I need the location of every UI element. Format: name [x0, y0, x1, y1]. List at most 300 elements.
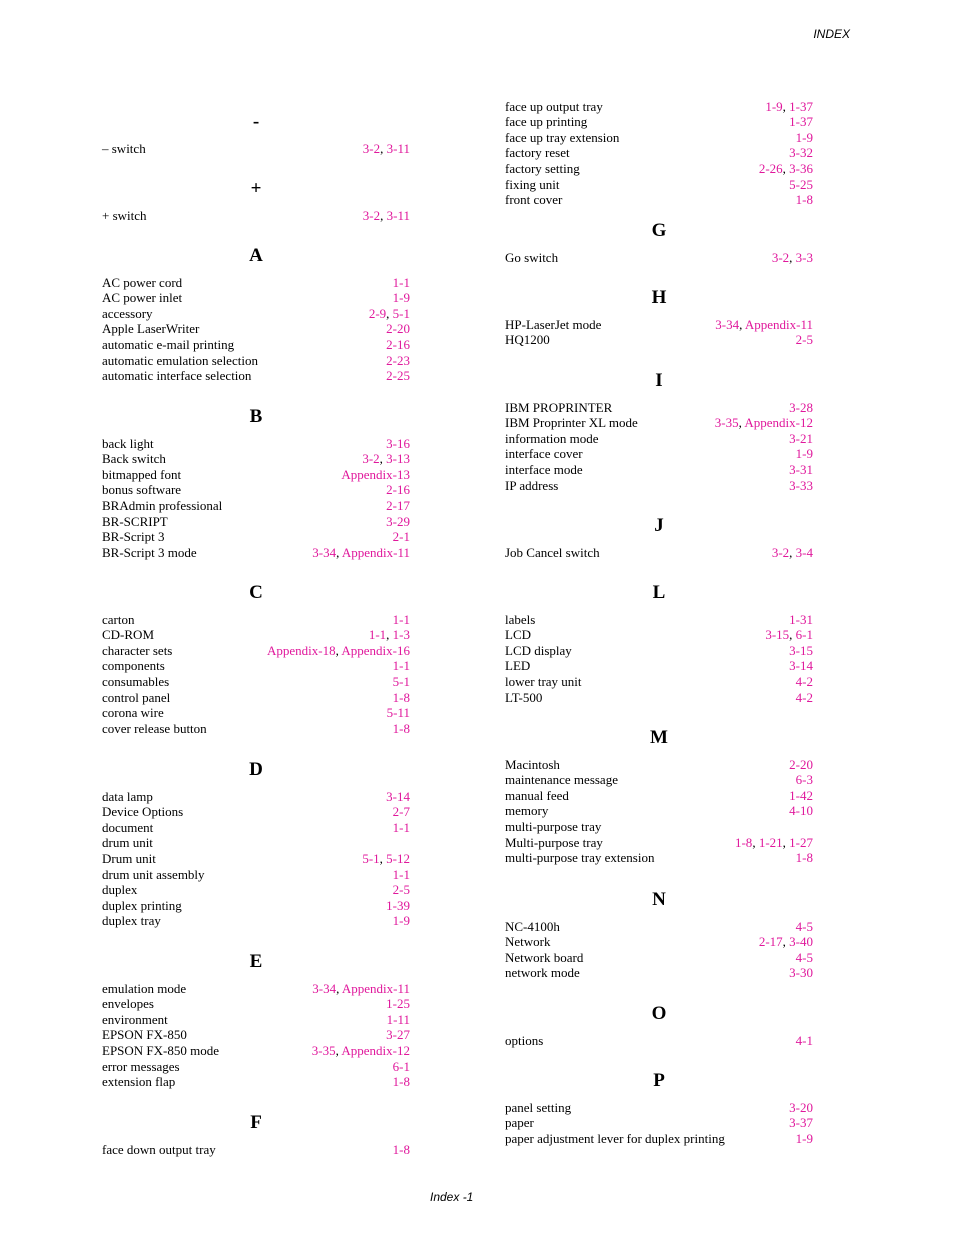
entry-term: panel setting	[505, 1099, 572, 1115]
index-entry	[102, 436, 410, 452]
entry-pages	[796, 1033, 813, 1049]
index-entry	[505, 965, 813, 981]
entry-term: maintenance message	[505, 772, 618, 788]
section-letter: G	[651, 220, 667, 241]
page-reference-link[interactable]: 3-14	[789, 658, 813, 674]
page-reference-link[interactable]: 2-7	[392, 804, 410, 820]
index-entry	[102, 467, 410, 483]
page-reference-link[interactable]: 3-3	[795, 249, 813, 265]
page-reference-link[interactable]: Appendix-11	[341, 544, 410, 560]
entry-term: automatic emulation selection	[102, 352, 258, 368]
entry-term: Multi-purpose tray	[505, 834, 603, 850]
index-entry	[505, 919, 813, 935]
index-entry	[505, 114, 813, 130]
page-reference-link[interactable]: 3-35	[311, 1042, 336, 1058]
section-letter: E	[249, 951, 263, 972]
page-reference-link[interactable]: 1-9	[392, 913, 410, 929]
entry-term: multi-purpose tray extension	[505, 850, 655, 866]
index-entry	[102, 690, 410, 706]
page-reference-link[interactable]: 1-9	[795, 1130, 813, 1146]
entry-pages	[393, 529, 410, 545]
entry-pages: 3-2, 3-13	[362, 451, 410, 467]
entry-term: duplex tray	[102, 913, 161, 929]
entry-pages	[393, 658, 410, 674]
entry-term: envelopes	[102, 996, 154, 1012]
index-entry	[102, 789, 410, 805]
entry-term: network mode	[505, 965, 580, 981]
entry-pages: 3-2, 3-3	[771, 249, 813, 265]
page-reference-link[interactable]: 3-34	[715, 316, 740, 332]
entry-term: memory	[505, 803, 549, 819]
index-entry	[102, 705, 410, 721]
entry-pages	[796, 850, 813, 866]
index-entry	[102, 1012, 410, 1028]
page-reference-link[interactable]: 1-37	[789, 114, 813, 130]
entry-pages	[386, 436, 410, 452]
entry-term: information mode	[505, 430, 599, 446]
entry-term: Apple LaserWriter	[102, 321, 200, 337]
page-header-title: INDEX	[813, 27, 850, 41]
index-entry	[102, 208, 410, 224]
page-reference-link[interactable]: 3-21	[789, 430, 813, 446]
entry-term: lower tray unit	[505, 673, 582, 689]
entry-term: emulation mode	[102, 980, 187, 996]
page-reference-link[interactable]: 1-1	[392, 274, 410, 290]
page-reference-link[interactable]: 1-9	[795, 446, 813, 462]
entry-term: LT-500	[505, 689, 543, 705]
page-reference-link[interactable]: 2-16	[386, 336, 410, 352]
section-letter: C	[249, 582, 263, 603]
page-reference-link[interactable]: 5-1	[362, 850, 380, 866]
section-letter: D	[249, 759, 263, 780]
index-entry	[505, 658, 813, 674]
entry-pages	[789, 757, 813, 773]
section-letter: P	[653, 1070, 665, 1091]
index-entry	[505, 1115, 813, 1131]
page-reference-link[interactable]: 3-2	[362, 207, 381, 223]
page-reference-link[interactable]: 3-11	[386, 140, 410, 156]
page-reference-link[interactable]: 4-10	[789, 803, 813, 819]
page-reference-link[interactable]: 1-9	[392, 290, 410, 306]
page-reference-link[interactable]: 1-9	[795, 129, 813, 145]
index-entry	[505, 850, 813, 866]
index-entry	[505, 772, 813, 788]
page-reference-link[interactable]: 1-11	[386, 1011, 410, 1027]
entry-pages	[789, 462, 813, 478]
index-entry	[505, 1033, 813, 1049]
page-reference-link[interactable]: Appendix-13	[341, 466, 410, 482]
page-reference-link[interactable]: 3-16	[386, 435, 410, 451]
page-reference-link[interactable]: 4-1	[795, 1032, 813, 1048]
index-entry	[505, 192, 813, 208]
entry-term: LCD display	[505, 642, 572, 658]
page-reference-link[interactable]: 4-5	[795, 918, 813, 934]
page-reference-link[interactable]: 2-17	[758, 934, 783, 950]
page-reference-link[interactable]: 1-1	[392, 866, 410, 882]
page-reference-link[interactable]: 3-32	[789, 145, 813, 161]
page-reference-link[interactable]: 3-40	[789, 934, 813, 950]
entry-pages	[386, 996, 410, 1012]
index-entry	[505, 627, 813, 643]
entry-term: CD-ROM	[102, 627, 155, 643]
entry-pages	[393, 867, 410, 883]
page-reference-link[interactable]: 1-8	[392, 1074, 410, 1090]
entry-pages	[386, 482, 410, 498]
page-reference-link[interactable]: 1-1	[392, 658, 410, 674]
index-entry	[102, 514, 410, 530]
entry-term: automatic e-mail printing	[102, 336, 235, 352]
page-reference-link[interactable]: 2-17	[386, 497, 410, 513]
entry-term: paper	[505, 1115, 534, 1131]
index-entry	[102, 820, 410, 836]
entry-pages	[386, 789, 410, 805]
index-entry	[102, 658, 410, 674]
page-reference-link[interactable]: 1-8	[392, 689, 410, 705]
entry-term: manual feed	[505, 787, 569, 803]
index-entry	[102, 498, 410, 514]
index-entry	[102, 882, 410, 898]
entry-pages	[789, 400, 813, 416]
entry-term: consumables	[102, 673, 170, 689]
page-reference-link[interactable]: 3-2	[771, 249, 790, 265]
page-reference-link[interactable]: 6-3	[795, 772, 813, 788]
index-entry	[505, 415, 813, 431]
entry-term: AC power cord	[102, 274, 183, 290]
entry-term: factory reset	[505, 145, 570, 161]
page-reference-link[interactable]: 3-37	[789, 1115, 813, 1131]
entry-term: front cover	[505, 192, 563, 208]
page-reference-link[interactable]: 4-5	[795, 949, 813, 965]
page-reference-link[interactable]: 3-34	[312, 544, 337, 560]
page-reference-link[interactable]: 1-3	[392, 627, 410, 643]
page-reference-link[interactable]: 3-2	[362, 451, 380, 467]
entry-term: EPSON FX-850 mode	[102, 1042, 220, 1058]
index-entry	[102, 306, 410, 322]
index-entry	[102, 141, 410, 157]
entry-pages	[386, 353, 410, 369]
entry-term: carton	[102, 611, 135, 627]
index-entry	[505, 99, 813, 115]
entry-term: Job Cancel switch	[505, 544, 600, 560]
page-reference-link[interactable]: 4-2	[795, 673, 813, 689]
entry-term: HQ1200	[505, 332, 550, 348]
entry-pages	[789, 803, 813, 819]
entry-pages: 2-9, 5-1	[368, 305, 410, 321]
section-letter: A	[249, 245, 263, 266]
index-entry	[102, 451, 410, 467]
page-reference-link[interactable]: 3-11	[386, 207, 410, 223]
entry-term: Back switch	[102, 451, 166, 467]
page-reference-link[interactable]: 3-15	[789, 642, 813, 658]
entry-pages	[789, 431, 813, 447]
section-letter: B	[249, 406, 263, 427]
entry-pages: 3-35, Appendix-12	[714, 415, 813, 431]
index-entry	[102, 674, 410, 690]
entry-term: Device Options	[102, 804, 184, 820]
index-entry	[102, 867, 410, 883]
page-reference-link[interactable]: 1-37	[789, 98, 813, 114]
page-reference-link[interactable]: 2-20	[789, 756, 813, 772]
index-entry	[102, 627, 410, 643]
index-entry	[505, 446, 813, 462]
page-reference-link[interactable]: 2-5	[795, 332, 813, 348]
page-reference-link[interactable]: 1-1	[392, 819, 410, 835]
page-reference-link[interactable]: 3-20	[789, 1099, 813, 1115]
index-entry	[102, 321, 410, 337]
page-reference-link[interactable]: 1-8	[392, 1141, 410, 1157]
entry-term: Network	[505, 934, 551, 950]
page-reference-link[interactable]: 2-26	[758, 160, 783, 176]
page-reference-link[interactable]: 5-11	[386, 705, 410, 721]
index-entry	[505, 643, 813, 659]
page-reference-link[interactable]: 4-2	[795, 689, 813, 705]
index-entry	[505, 478, 813, 494]
entry-pages	[789, 612, 813, 628]
page-reference-link[interactable]: 5-1	[392, 673, 410, 689]
index-entry	[102, 368, 410, 384]
entry-term: interface cover	[505, 446, 583, 462]
page-reference-link[interactable]: 1-25	[386, 996, 410, 1012]
page-reference-link[interactable]: 3-2	[771, 544, 790, 560]
entry-term: paper adjustment lever for duplex printing	[505, 1130, 725, 1146]
entry-pages	[393, 882, 410, 898]
page-reference-link[interactable]: 1-39	[386, 897, 410, 913]
entry-term: BRAdmin professional	[102, 497, 223, 513]
page-reference-link[interactable]: Appendix-16	[341, 642, 410, 658]
entry-term: BR-Script 3 mode	[102, 544, 197, 560]
index-entry	[102, 851, 410, 867]
index-entry	[102, 1043, 410, 1059]
entry-term: interface mode	[505, 461, 583, 477]
page-reference-link[interactable]: 3-36	[789, 160, 813, 176]
page-reference-link[interactable]: 3-35	[714, 415, 739, 431]
section-letter: J	[654, 515, 664, 536]
page-reference-link[interactable]: Appendix-12	[744, 415, 813, 431]
page-reference-link[interactable]: 3-30	[789, 965, 813, 981]
page-reference-link[interactable]: 3-29	[386, 513, 410, 529]
entry-pages	[387, 1012, 410, 1028]
entry-term: error messages	[102, 1058, 180, 1074]
index-entry	[505, 130, 813, 146]
entry-term: control panel	[102, 689, 171, 705]
entry-pages	[393, 612, 410, 628]
index-entry	[505, 819, 813, 835]
index-entry	[505, 950, 813, 966]
entry-pages	[796, 690, 813, 706]
entry-pages	[796, 950, 813, 966]
entry-pages: 3-34, Appendix-11	[312, 980, 410, 996]
page-reference-link[interactable]: 3-13	[386, 451, 410, 467]
entry-pages	[789, 145, 813, 161]
entry-pages	[796, 674, 813, 690]
section-letter: L	[652, 582, 666, 603]
page-reference-link[interactable]: 3-4	[795, 544, 813, 560]
entry-term: – switch	[102, 140, 146, 156]
entry-term: fixing unit	[505, 176, 560, 192]
index-entry	[505, 400, 813, 416]
page-reference-link[interactable]: 5-12	[386, 850, 410, 866]
page-reference-link[interactable]: 2-9	[368, 305, 387, 321]
index-entry	[102, 353, 410, 369]
entry-term: face up printing	[505, 114, 588, 130]
index-entry	[102, 1074, 410, 1090]
page-reference-link[interactable]: 6-1	[392, 1058, 410, 1074]
index-entry	[102, 913, 410, 929]
index-entry	[102, 612, 410, 628]
entry-pages: 1-8, 1-21, 1-27	[734, 834, 813, 850]
entry-term: HP-LaserJet mode	[505, 316, 602, 332]
page-reference-link[interactable]: 1-9	[765, 98, 783, 114]
entry-pages: 3-34, Appendix-11	[312, 544, 410, 560]
index-entry	[505, 145, 813, 161]
page-reference-link[interactable]: 2-25	[386, 368, 410, 384]
index-entry	[102, 545, 410, 561]
index-entry	[102, 1027, 410, 1043]
entry-pages	[386, 337, 410, 353]
entry-pages	[796, 919, 813, 935]
entry-term: duplex	[102, 882, 138, 898]
entry-pages	[393, 1074, 410, 1090]
page-reference-link[interactable]: 1-8	[795, 192, 813, 208]
entry-pages	[386, 1027, 410, 1043]
page-reference-link[interactable]: 2-16	[386, 482, 410, 498]
entry-term: corona wire	[102, 705, 164, 721]
index-entry	[102, 804, 410, 820]
entry-term: + switch	[102, 207, 147, 223]
page-reference-link[interactable]: 3-14	[386, 788, 410, 804]
entry-pages	[393, 721, 410, 737]
page-reference-link[interactable]: 3-31	[789, 461, 813, 477]
page-reference-link[interactable]: Appendix-12	[341, 1042, 410, 1058]
entry-pages	[789, 658, 813, 674]
index-entry	[505, 462, 813, 478]
entry-term: extension flap	[102, 1074, 176, 1090]
page-reference-link[interactable]: 1-21	[758, 834, 783, 850]
entry-term: IP address	[505, 477, 559, 493]
page-reference-link[interactable]: 6-1	[795, 627, 813, 643]
entry-term: BR-SCRIPT	[102, 513, 168, 529]
entry-pages	[796, 192, 813, 208]
page-reference-link[interactable]: 3-2	[362, 140, 381, 156]
page-reference-link[interactable]: 1-8	[392, 720, 410, 736]
entry-pages: 3-15, 6-1	[765, 627, 813, 643]
entry-pages	[789, 643, 813, 659]
entry-term: bonus software	[102, 482, 182, 498]
page-reference-link[interactable]: 2-1	[392, 529, 410, 545]
index-entry	[505, 757, 813, 773]
index-entry	[505, 612, 813, 628]
page-reference-link[interactable]: 1-8	[795, 850, 813, 866]
entry-term: face up tray extension	[505, 129, 620, 145]
entry-term: Macintosh	[505, 756, 560, 772]
page-reference-link[interactable]: 3-34	[312, 980, 337, 996]
index-entry	[505, 332, 813, 348]
entry-pages: 5-1, 5-12	[362, 850, 410, 866]
page-reference-link[interactable]: 5-25	[789, 176, 813, 192]
section-letter: M	[650, 727, 668, 748]
entry-term: labels	[505, 611, 536, 627]
page-reference-link[interactable]: 2-20	[386, 321, 410, 337]
index-entry	[102, 275, 410, 291]
index-entry	[102, 529, 410, 545]
entry-term: face down output tray	[102, 1141, 216, 1157]
index-entry	[102, 337, 410, 353]
page-reference-link[interactable]: 3-15	[765, 627, 790, 643]
page-reference-link[interactable]: 3-27	[386, 1027, 410, 1043]
entry-term: accessory	[102, 305, 153, 321]
entry-term: multi-purpose tray	[505, 818, 602, 834]
page-reference-link[interactable]: Appendix-11	[341, 980, 410, 996]
index-entry	[505, 1100, 813, 1116]
entry-term: character sets	[102, 642, 173, 658]
index-entry	[505, 431, 813, 447]
page-reference-link[interactable]: 1-42	[789, 787, 813, 803]
page-reference-link[interactable]: Appendix-18	[266, 642, 336, 658]
page-reference-link[interactable]: Appendix-11	[744, 316, 813, 332]
section-letter: H	[651, 287, 667, 308]
entry-term: drum unit	[102, 835, 153, 851]
page-reference-link[interactable]: 5-1	[392, 305, 410, 321]
entry-term: NC-4100h	[505, 918, 560, 934]
entry-pages	[386, 898, 410, 914]
entry-pages	[789, 177, 813, 193]
page-reference-link[interactable]: 1-27	[789, 834, 813, 850]
entry-pages	[393, 1059, 410, 1075]
index-entry	[505, 317, 813, 333]
entry-pages: 3-2, 3-11	[362, 140, 410, 156]
entry-pages	[796, 130, 813, 146]
index-entry	[505, 803, 813, 819]
entry-pages: 3-2, 3-11	[362, 207, 410, 223]
entry-pages	[341, 467, 410, 483]
index-entry	[505, 934, 813, 950]
page-reference-link[interactable]: 2-23	[386, 352, 410, 368]
entry-term: bitmapped font	[102, 466, 182, 482]
entry-pages	[789, 1115, 813, 1131]
entry-pages: 2-17, 3-40	[758, 934, 813, 950]
entry-term: environment	[102, 1011, 168, 1027]
entry-pages: 3-35, Appendix-12	[311, 1042, 410, 1058]
entry-term: BR-Script 3	[102, 529, 165, 545]
section-letter: +	[250, 178, 262, 199]
page-reference-link[interactable]: 1-8	[734, 834, 753, 850]
entry-term: IBM PROPRINTER	[505, 399, 613, 415]
entry-term: back light	[102, 435, 154, 451]
page-reference-link[interactable]: 3-28	[789, 399, 813, 415]
section-letter: N	[652, 889, 666, 910]
entry-pages	[393, 290, 410, 306]
entry-term: document	[102, 819, 154, 835]
entry-pages	[789, 114, 813, 130]
entry-term: cover release button	[102, 720, 207, 736]
entry-pages	[789, 1100, 813, 1116]
entry-pages	[789, 965, 813, 981]
index-entry	[505, 250, 813, 266]
index-entry	[505, 161, 813, 177]
page-reference-link[interactable]: 2-5	[392, 882, 410, 898]
page-reference-link[interactable]: 1-31	[789, 611, 813, 627]
page-reference-link[interactable]: 3-33	[789, 477, 813, 493]
entry-term: EPSON FX-850	[102, 1027, 187, 1043]
page-reference-link[interactable]: 1-1	[368, 627, 387, 643]
page-reference-link[interactable]: 1-1	[392, 611, 410, 627]
entry-pages	[789, 788, 813, 804]
index-entry	[102, 996, 410, 1012]
entry-pages	[393, 275, 410, 291]
entry-term: data lamp	[102, 788, 153, 804]
entry-pages: 3-2, 3-4	[771, 544, 813, 560]
section-letter: I	[655, 370, 663, 391]
